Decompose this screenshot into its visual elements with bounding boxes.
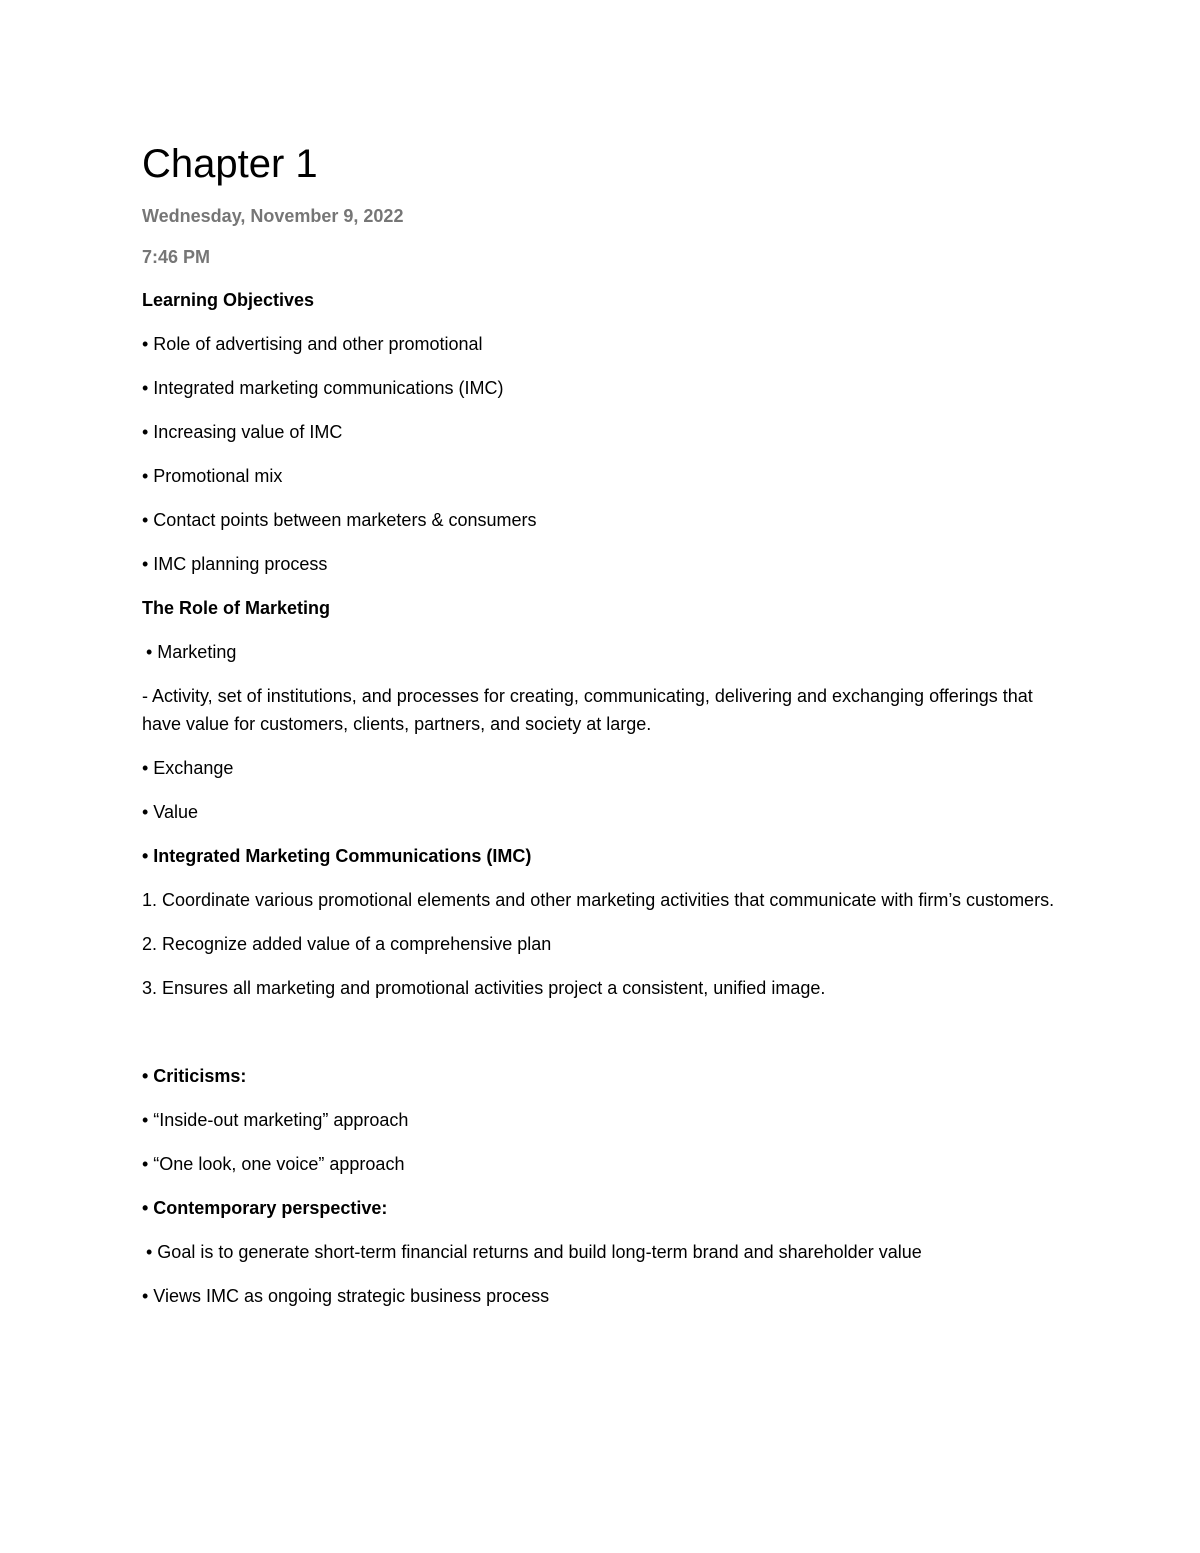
contemporary-item: • Goal is to generate short-term financial returns and build long-term brand and shareholder value: [146, 1242, 922, 1262]
page-title: Chapter 1: [142, 142, 318, 186]
imc-heading: • Integrated Marketing Communications (IMC): [142, 846, 532, 866]
objective-item: • Contact points between marketers & consumers: [142, 510, 537, 530]
marketing-definition: - Activity, set of institutions, and processes for creating, communicating, delivering and exchanging offerings that have value for customers, clients, partners, and society at large.: [142, 686, 1033, 734]
criticism-item: • “One look, one voice” approach: [142, 1154, 405, 1174]
note-date: Wednesday, November 9, 2022: [142, 206, 404, 226]
objective-item: • Promotional mix: [142, 466, 283, 486]
learning-objectives-heading: Learning Objectives: [142, 290, 315, 310]
criticism-item: • “Inside-out marketing” approach: [142, 1110, 409, 1130]
imc-point: 3. Ensures all marketing and promotional activities project a consistent, unified image.: [142, 978, 826, 998]
imc-point: 2. Recognize added value of a comprehensive plan: [142, 934, 552, 954]
imc-point: 1. Coordinate various promotional elements and other marketing activities that communicate with firm’s customers.: [142, 890, 1055, 910]
contemporary-item: • Views IMC as ongoing strategic business process: [142, 1286, 550, 1306]
marketing-bullet: • Marketing: [146, 642, 237, 662]
objective-item: • Role of advertising and other promotional: [142, 334, 483, 354]
objective-item: • Increasing value of IMC: [142, 422, 343, 442]
objective-item: • Integrated marketing communications (IMC): [142, 378, 504, 398]
objective-item: • IMC planning process: [142, 554, 328, 574]
criticisms-heading: • Criticisms:: [142, 1066, 247, 1086]
value-bullet: • Value: [142, 802, 199, 822]
note-time: 7:46 PM: [142, 247, 211, 267]
note-page: [142, 138, 1072, 1326]
exchange-bullet: • Exchange: [142, 758, 234, 778]
blank-line: [142, 1018, 1072, 1062]
role-of-marketing-heading: The Role of Marketing: [142, 598, 331, 618]
contemporary-heading: • Contemporary perspective:: [142, 1198, 388, 1218]
